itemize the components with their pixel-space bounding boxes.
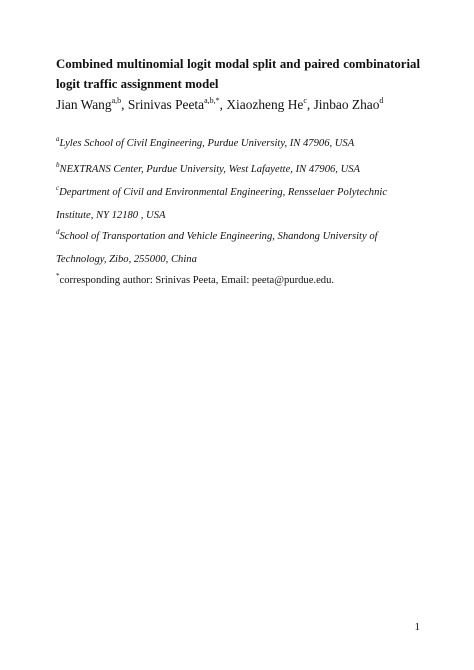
author-affiliation-mark: a,b,* bbox=[204, 96, 220, 105]
corresponding-author-note bbox=[56, 269, 424, 292]
author-name: Jinbao Zhao bbox=[313, 97, 380, 112]
corresponding-mark: * bbox=[56, 272, 60, 280]
author-affiliation-mark: a,b bbox=[111, 96, 122, 105]
author-separator: , bbox=[219, 97, 227, 112]
affiliation bbox=[56, 225, 424, 271]
affiliation bbox=[56, 158, 424, 181]
affiliation bbox=[56, 132, 424, 155]
affiliation-mark: d bbox=[56, 228, 60, 236]
affiliation-mark: c bbox=[56, 184, 60, 192]
affiliation-text: Lyles School of Civil Engineering, Purdue University, IN 47906, USA bbox=[59, 138, 355, 149]
affiliation-text: NEXTRANS Center, Purdue University, West Lafayette, IN 47906, USA bbox=[59, 164, 361, 175]
affiliation-mark: b bbox=[56, 161, 60, 169]
paper-title: Combined multinomial logit modal split and paired combinatorial logit traffic assignment model bbox=[56, 57, 420, 91]
author-affiliation-mark: c bbox=[303, 96, 307, 105]
author-name: Jian Wang bbox=[56, 97, 112, 112]
author-name: Srinivas Peeta bbox=[127, 97, 205, 112]
author-separator: , bbox=[121, 97, 128, 112]
author-affiliation-mark: d bbox=[379, 96, 384, 105]
corresponding-author-text: corresponding author: Srinivas Peeta, Email: peeta@purdue.edu. bbox=[59, 275, 335, 286]
author-name: Xiaozheng He bbox=[226, 97, 304, 112]
affiliation-mark: a bbox=[56, 135, 60, 143]
affiliation-text: School of Transportation and Vehicle Engineering, Shandong University of Technology, Zibo, 255000, China bbox=[56, 231, 378, 265]
page-number: 1 bbox=[414, 621, 420, 633]
affiliation-text: Department of Civil and Environmental Engineering, Rensselaer Polytechnic Institute, NY 12180 , USA bbox=[56, 187, 388, 221]
author-list bbox=[56, 96, 426, 114]
author-separator: , bbox=[306, 97, 314, 112]
affiliation bbox=[56, 181, 424, 227]
